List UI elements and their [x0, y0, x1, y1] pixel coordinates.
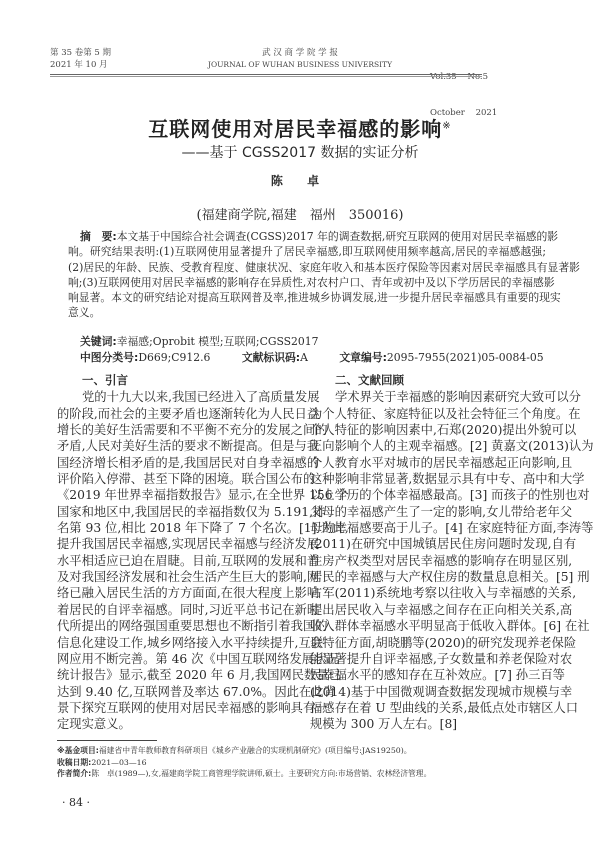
- doc-code-value: A: [300, 351, 308, 364]
- footnotes: [57, 745, 431, 780]
- body-text-line: 着居民的自评幸福感。同时,习近平总书记在新时: [57, 602, 320, 617]
- issue-date: 2021 年 10 月: [50, 60, 108, 70]
- journal-name-en: JOURNAL OF WUHAN BUSINESS UNIVERSITY: [207, 60, 393, 69]
- body-text-line: 居民的幸福感与大产权住房的数量息息相关。[5] 刑: [310, 570, 590, 585]
- title-footnote-mark: ※: [442, 120, 452, 132]
- journal-name-cn: 武 汉 商 学 院 学 报: [262, 48, 338, 58]
- footnote-received-date: [57, 757, 431, 769]
- body-text-line: 提升我国居民幸福感,实现居民幸福感与经济发展: [57, 537, 320, 552]
- left-column: [57, 372, 349, 733]
- section-heading-introduction: 一、引言: [82, 373, 128, 387]
- body-text-line: 福感存在着 U 型曲线的关系,最低点处市辖区人口: [310, 700, 579, 715]
- body-text-line: 及对我国经济发展和社会生活产生巨大的影响,网: [57, 570, 320, 585]
- affiliation: (福建商学院,福建 福州 350016): [196, 208, 404, 223]
- vol-no: Vol.35 No.5: [430, 72, 489, 82]
- body-text-line: 提出居民收入与幸福感之间存在正向相关关系,高: [310, 602, 573, 617]
- author: 陈 卓: [270, 174, 330, 188]
- title-text: 互联网使用对居民幸福感的影响: [148, 117, 443, 141]
- article-meta: [80, 334, 544, 366]
- body-text-line: 占军(2011)系统地考察以往收入与幸福感的关系,: [310, 586, 577, 601]
- paper-title: [0, 113, 600, 142]
- footnote-label: 收稿日期:: [57, 757, 92, 767]
- page-number: · 84 ·: [62, 796, 90, 809]
- abstract-line: 响;(3)互联网使用对居民幸福感的影响存在异质性,对农村户口、青年或初中及以下学历居民的幸福感影: [68, 275, 555, 289]
- body-text-line: (2011)在研究中国城镇居民住房问题时发现,自有: [310, 537, 577, 552]
- body-text-line: 评价陷入停滞、甚至下降的困境。联合国公布的: [57, 472, 316, 487]
- body-text-line: 统计报告》显示,截至 2020 年 6 月,我国网民数量已: [57, 668, 341, 683]
- body-text-line: 个人教育水平对城市的居民幸福感起正向影响,且: [310, 455, 573, 470]
- abstract: [68, 229, 580, 321]
- abstract-label: 摘 要:: [80, 230, 117, 243]
- footnote-text: 福建省中青年教师教育科研项目《城乡产业融合的实现机制研究》(项目编号:JAS19250)。: [98, 746, 412, 755]
- body-text-line: 住房产权类型对居民幸福感的影响存在明显区别,: [310, 553, 573, 568]
- body-text-line: 定现实意义。: [57, 717, 131, 732]
- body-text-line: 国经济增长相矛盾的是,我国居民对自身幸福感的: [57, 455, 320, 470]
- right-column: [310, 372, 594, 733]
- classification-label: 中图分类号:: [80, 351, 139, 364]
- body-text-line: 这种影响非常显著,数据显示具有中专、高中和大学: [310, 472, 585, 487]
- abstract-line: 响。研究结果表明:(1)互联网使用显著提升了居民幸福感,即互联网使用频率越高,居民的幸福感越强;: [68, 245, 546, 259]
- abstract-line: 响显著。本文的研究结论对提高互联网普及率,推进城乡协调发展,进一步提升居民幸福感具有重要的现实: [68, 291, 561, 305]
- body-text-line: 国家和地区中,我国居民的幸福指数仅为 5.191,排: [57, 504, 326, 519]
- body-text-line: 代所提出的网络强国重要思想也不断指引着我国的: [57, 619, 328, 634]
- body-text-line: 网应用不断完善。第 46 次《中国互联网络发展状况: [57, 651, 339, 666]
- body-text-line: 增长的美好生活需要和不平衡不充分的发展之间的: [57, 423, 328, 438]
- right-column-body: [310, 389, 594, 732]
- abstract-line: [68, 229, 559, 244]
- header-left: [50, 47, 111, 71]
- body-text-line: 父母的幸福感产生了一定的影响,女儿带给老年父: [310, 504, 573, 519]
- body-text-line: 学术界关于幸福感的影响因素研究大致可以分: [335, 390, 581, 405]
- body-text-line: 络已融入居民生活的方方面面,在很大程度上影响: [57, 586, 320, 601]
- body-text-line: 名第 93 位,相比 2018 年下降了 7 个名次。[1] 为此,: [57, 521, 349, 536]
- footnote-text: 陈 卓(1989—),女,福建商学院工商管理学院讲师,硕士。主要研究方向:市场营销、农林经济管理。: [91, 769, 432, 778]
- body-text-line: 母的幸福感要高于儿子。[4] 在家庭特征方面,李涛等: [310, 521, 594, 536]
- month-year: October 2021: [430, 108, 498, 118]
- classification-value: D669;C912.6: [138, 351, 211, 364]
- footnote-label: 作者简介:: [57, 769, 92, 778]
- article-no-value: 2095-7955(2021)05-0084-05: [386, 351, 544, 364]
- keywords-value: 幸福感;Oprobit 模型;互联网;CGSS2017: [116, 335, 319, 348]
- footnote-author-bio: [57, 768, 431, 780]
- doc-code-label: 文献标识码:: [241, 351, 301, 364]
- header-rule: [50, 74, 482, 77]
- body-text-line: 景下探究互联网的使用对居民幸福感的影响具有一: [57, 700, 328, 715]
- footnote-text: 2021—03—16: [91, 757, 147, 767]
- volume-issue: 第 35 卷第 5 期: [50, 48, 112, 58]
- body-text-line: 规模为 300 万人左右。[8]: [310, 717, 458, 732]
- article-no-label: 文章编号:: [339, 351, 387, 364]
- paper-subtitle: ——基于 CGSS2017 数据的实证分析: [181, 145, 419, 161]
- section-heading-literature-review: 二、文献回顾: [335, 373, 404, 387]
- left-column-body: [57, 389, 349, 732]
- footnote-label: ※基金项目:: [57, 746, 99, 755]
- body-text-line: 信息化建设工作,城乡网络接入水平持续提升,互联: [57, 635, 324, 650]
- body-text-line: 《2019 年世界幸福指数报告》显示,在全世界 156 个: [57, 488, 349, 503]
- keywords: [80, 334, 544, 350]
- body-text-line: 为个人特征、家庭特征以及社会特征三个角度。在: [310, 406, 581, 421]
- body-text-line: 矛盾,人民对美好生活的要求不断提高。但是与我: [57, 439, 320, 454]
- classification-row: [80, 350, 544, 366]
- keywords-label: 关键词:: [80, 335, 117, 348]
- body-text-line: 水平相适应已迫在眉睫。目前,互联网的发展和普: [57, 553, 320, 568]
- body-text-line: 个人特征的影响因素中,石郑(2020)提出外貌可以: [310, 423, 577, 438]
- body-text-line: 的阶段,而社会的主要矛盾也逐渐转化为人民日益: [57, 406, 320, 421]
- footnote-funding: [57, 745, 431, 757]
- body-text-line: (2014)基于中国微观调查数据发现城市规模与幸: [310, 684, 573, 699]
- body-text-line: 民幸福水平的感知存在互补效应。[7] 孙三百等: [310, 668, 565, 683]
- body-text-line: 会特征方面,胡晓鹏等(2020)的研究发现养老保险: [310, 635, 577, 650]
- body-text-line: 党的十九大以来,我国已经进入了高质量发展: [82, 390, 320, 405]
- header-center: [150, 47, 450, 71]
- abstract-text: 本文基于中国综合社会调查(CGSS)2017 年的调查数据,研究互联网的使用对居民幸福感的影: [116, 230, 559, 243]
- body-text-line: 能显著提升自评幸福感,子女数量和养老保险对农: [310, 651, 573, 666]
- body-text-line: 以上学历的个体幸福感最高。[3] 而孩子的性别也对: [310, 488, 590, 503]
- abstract-line: 意义。: [68, 306, 101, 320]
- body-text-line: 收入群体幸福感水平明显高于低收入群体。[6] 在社: [310, 619, 590, 634]
- body-text-line: 正向影响个人的主观幸福感。[2] 黄嘉文(2013)认为: [310, 439, 594, 454]
- abstract-line: (2)居民的年龄、民族、受教育程度、健康状况、家庭年收入和基本医疗保险等因素对居民幸福感具有显著影: [68, 260, 580, 274]
- body-text-line: 达到 9.40 亿,互联网普及率达 67.0%。因此在此背: [57, 684, 336, 699]
- footnote-rule: [57, 740, 157, 741]
